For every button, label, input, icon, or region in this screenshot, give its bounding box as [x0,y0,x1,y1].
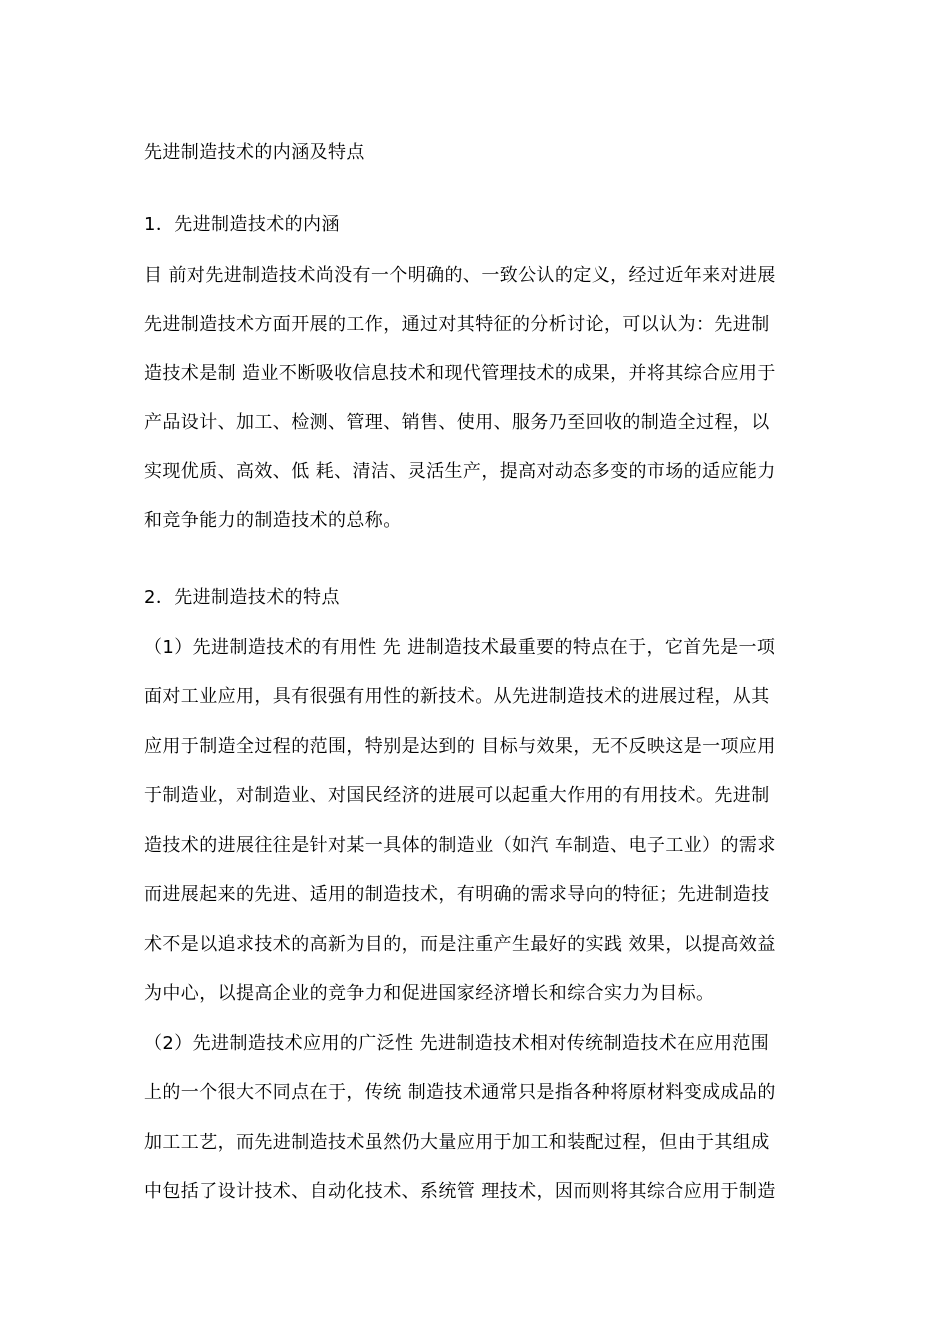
section-1-heading: 1．先进制造技术的内涵 [144,214,340,235]
paragraph-line: 和竞争能力的制造技术的总称。 [144,510,402,531]
paragraph-line: 面对工业应用，具有很强有用性的新技术。从先进制造技术的进展过程，从其 [144,686,770,707]
paragraph-line: 上的一个很大不同点在于，传统 制造技术通常只是指各种将原材料变成成品的 [144,1082,776,1103]
paragraph-line: 加工工艺，而先进制造技术虽然仍大量应用于加工和装配过程，但由于其组成 [144,1132,770,1153]
paragraph-line: 先进制造技术方面开展的工作，通过对其特征的分析讨论，可以认为：先进制 [144,314,770,335]
paragraph-line: 造技术是制 造业不断吸收信息技术和现代管理技术的成果，并将其综合应用于 [144,363,776,384]
paragraph-line: 中包括了设计技术、自动化技术、系统管 理技术，因而则将其综合应用于制造 [144,1181,776,1202]
document-title: 先进制造技术的内涵及特点 [144,142,365,163]
paragraph-line: 而进展起来的先进、适用的制造技术，有明确的需求导向的特征；先进制造技 [144,884,770,905]
paragraph-line: 目 前对先进制造技术尚没有一个明确的、一致公认的定义，经过近年来对进展 [144,265,776,286]
paragraph-line: 造技术的进展往往是针对某一具体的制造业（如汽 车制造、电子工业）的需求 [144,835,776,856]
paragraph-line: 于制造业，对制造业、对国民经济的进展可以起重大作用的有用技术。先进制 [144,785,770,806]
paragraph-line: 实现优质、高效、低 耗、清洁、灵活生产，提高对动态多变的市场的适应能力 [144,461,776,482]
paragraph-line: （1）先进制造技术的有用性 先 进制造技术最重要的特点在于，它首先是一项 [144,637,776,658]
paragraph-line: 术不是以追求技术的高新为目的，而是注重产生最好的实践 效果，以提高效益 [144,934,776,955]
paragraph-line: 应用于制造全过程的范围，特别是达到的 目标与效果，无不反映这是一项应用 [144,736,776,757]
section-2-heading: 2．先进制造技术的特点 [144,587,340,608]
paragraph-line: （2）先进制造技术应用的广泛性 先进制造技术相对传统制造技术在应用范围 [144,1033,770,1054]
paragraph-line: 产品设计、加工、检测、管理、销售、使用、服务乃至回收的制造全过程，以 [144,412,770,433]
paragraph-line: 为中心，以提高企业的竞争力和促进国家经济增长和综合实力为目标。 [144,983,715,1004]
